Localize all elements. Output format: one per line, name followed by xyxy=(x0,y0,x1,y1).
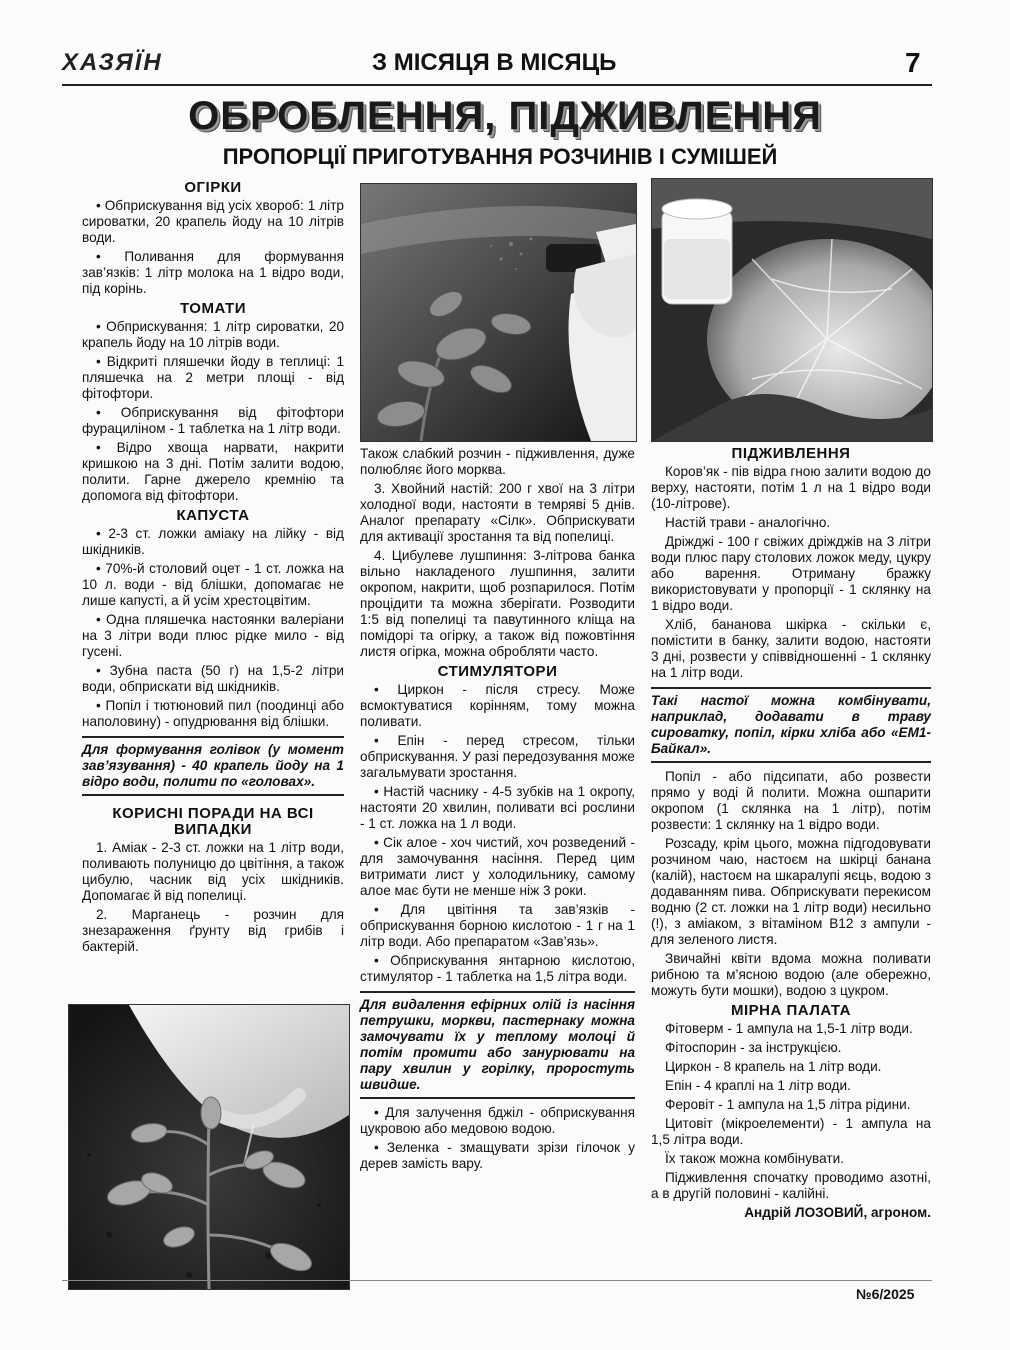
paragraph: 3. Хвойний настій: 200 г хвої на 3 літри холодної води, настояти в темряві 5 днів. Аналог препарату «Сілк». Обприскувати для активації зростання та від попелиці. xyxy=(360,481,635,544)
paragraph: • Сік алое - хоч чистий, хоч розведений - для замочування насіння. Перед цим витримати лист у холодильнику, самому алое має бути не менше ніж 3 роки. xyxy=(360,835,635,898)
paragraph: • Відкриті пляшечки йоду в теплиці: 1 пляшечка на 2 метри площі - від фітофтори. xyxy=(82,354,344,401)
paragraph: Коров’як - пів відра гною залити водою до верху, настояти, потім 1 л на 1 відро води (10-літрове). xyxy=(651,464,931,511)
paragraph: Фітоспорин - за інструкцією. xyxy=(665,1040,842,1055)
tip-text: Такі настої можна комбінувати, наприклад, додавати в траву сироватку, попіл, кірки хліба або «ЕМ1-Байкал». xyxy=(651,693,931,756)
header-rule xyxy=(62,84,932,86)
section-title: З МІСЯЦЯ В МІСЯЦЬ xyxy=(372,49,617,76)
paragraph: • 2-3 ст. ложки аміаку на лійку - від шкідників. xyxy=(82,526,344,557)
cabbage-and-jar-photo xyxy=(651,178,933,442)
heading-mirna-palata: МІРНА ПАЛАТА xyxy=(731,1002,851,1019)
column-2 xyxy=(360,446,635,1175)
spray-bottle-seedling-photo xyxy=(360,183,637,442)
paragraph: Попіл - або підсипати, або розвести прямо у воді й полити. Можна ошпарити окропом (1 склянка на 1 літр), потім розвести: 1 склянку на 1 відро води. xyxy=(651,769,931,832)
paragraph: Циркон - 8 крапель на 1 літр води. xyxy=(665,1059,882,1074)
paragraph: • 70%-й столовий оцет - 1 ст. ложка на 10 л. води - від блішки, допомагає не лише капусті, а й усім хрестоцвітим. xyxy=(82,561,344,608)
column-3 xyxy=(651,446,931,1224)
author-signature: Андрій ЛОЗОВИЙ, агроном. xyxy=(744,1205,931,1220)
paragraph: • Обприскування від фітофтори фурациліном - 1 таблетка на 1 літр води. xyxy=(82,405,344,436)
tip-box-golivky xyxy=(82,736,344,796)
tip-text: Для формування голівок (у момент зав’язування) - 40 крапель йоду на 1 відро води, полити по «головах». xyxy=(82,742,344,789)
paragraph: • Епін - перед стресом, тільки обприскування. У разі передозування може загальмувати зростання. xyxy=(360,733,635,780)
heading-tomaty: ТОМАТИ xyxy=(180,300,246,317)
paragraph: • Для цвітіння та зав’язків - обприскування борною кислотою - 1 г на 1 літр води. Або препаратом «Зав’язь». xyxy=(360,902,635,949)
main-title: ОБРОБЛЕННЯ, ПІДЖИВЛЕННЯ xyxy=(188,94,822,138)
paragraph: Звичайні квіти вдома можна поливати рибною та м’ясною водою (але обережно, можуть бути мошки), водою з цукром. xyxy=(651,951,931,998)
footer-rule xyxy=(62,1280,932,1281)
paragraph: Цитовіт (мікроелементи) - 1 ампула на 1,5 літра води. xyxy=(651,1116,931,1147)
seedling-photo-icon xyxy=(69,1005,349,1289)
paragraph: 1. Аміак - 2-3 ст. ложки на 1 літр води, поливають полуницю до цвітіння, а також цибулю, часник від усіх шкідників. Допомагає й від попелиці. xyxy=(82,840,345,903)
paragraph: • Зеленка - змащувати зрізи гілочок у дерев замість вару. xyxy=(360,1140,635,1171)
paragraph: • Обприскування від усіх хвороб: 1 літр сироватки, 20 крапель йоду на 10 літрів води. xyxy=(82,198,344,245)
column-1 xyxy=(82,176,344,958)
tip-text: Для видалення ефірних олій із насіння петрушки, моркви, пастернаку можна замочувати їх у теплому молоці й потім промити або занурювати на пару хвилин у горілку, проростуть швидше. xyxy=(360,997,635,1092)
paragraph: Їх також можна комбінувати. xyxy=(665,1151,844,1166)
cabbage-photo-icon xyxy=(652,179,932,441)
paragraph: Розсаду, крім цього, можна підгодовувати розчином чаю, настоєм на шкірці банана (калій), настоєм на шкаралупі яєць, водою з додаванням пива. Обприскувати перекисом водню (2 ст. ложки на 1 літр води) несильно (!), з аміаком, з вітаміном В12 з ампули - для зеленого листя. xyxy=(651,836,931,947)
paragraph: 2. Марганець - розчин для знезараження ґрунту від грибів і бактерій. xyxy=(82,907,344,954)
paragraph: • Попіл і тютюновий пил (поодинці або наполовину) - опудрювання від блішки. xyxy=(82,698,344,729)
paragraph: • Циркон - після стресу. Може всмоктуватися корінням, тому можна поливати. xyxy=(360,682,635,729)
paragraph: • Зубна паста (50 г) на 1,5-2 літри води, обприскати від шкідників. xyxy=(82,663,344,694)
spray-photo-icon xyxy=(361,184,636,441)
page-number: 7 xyxy=(905,47,921,78)
paragraph: Хліб, бананова шкірка - скільки є, помістити в банку, залити водою, настояти 3 дні, розвести у співвідношенні - 1 склянку на 1 літр води. xyxy=(651,617,931,680)
tip-box-nastoi xyxy=(651,687,931,763)
paragraph: • Поливання для формування зав’язків: 1 літр молока на 1 відро води, під корінь. xyxy=(82,249,344,296)
paragraph: 4. Цибулеве лушпиння: 3-літрова банка вільно накладеного лушпиння, залити окропом, накрити, щоб розпарилося. Потім процідити та можна зберігати. Розводити 1:5 від попелиці та павутинного кліща на помідорі та огірку, а також від пожовтіння листя огірка, можна обробляти часто. xyxy=(360,548,635,659)
paragraph: • Обприскування: 1 літр сироватки, 20 крапель йоду на 10 літрів води. xyxy=(82,319,344,350)
brand-logo: ХАЗЯЇН xyxy=(62,49,163,76)
tip-box-efirni-olii xyxy=(360,991,635,1099)
heading-kapusta: КАПУСТА xyxy=(176,507,250,524)
paragraph: Підживлення спочатку проводимо азотні, а в другій половині - калійні. xyxy=(651,1170,931,1201)
paragraph: • Для залучення бджіл - обприскування цукровою або медовою водою. xyxy=(360,1105,635,1136)
watering-tomato-seedling-photo xyxy=(68,1004,350,1290)
heading-pidzhyvlennya: ПІДЖИВЛЕННЯ xyxy=(731,445,851,462)
paragraph: Епін - 4 краплі на 1 літр води. xyxy=(665,1078,851,1093)
paragraph: • Одна пляшечка настоянки валеріани на 3 літри води плюс рідке мило - від гусені. xyxy=(82,612,344,659)
paragraph: • Відро хвоща нарвати, накрити кришкою на 3 дні. Потім залити водою, полити. Гарне джерело кремнію та допомога від фітофтори. xyxy=(82,440,344,503)
paragraph: Фітоверм - 1 ампула на 1,5-1 літр води. xyxy=(665,1021,913,1036)
heading-porady: КОРИСНІ ПОРАДИ НА ВСІ ВИПАДКИ xyxy=(112,805,314,838)
heading-ogirky: ОГІРКИ xyxy=(184,179,242,196)
issue-number: №6/2025 xyxy=(856,1286,915,1302)
heading-stymulyatory: СТИМУЛЯТОРИ xyxy=(437,663,558,680)
paragraph: Дріжджі - 100 г свіжих дріжджів на 3 літри води плюс пару столових ложок меду, цукру або варення. Отриману бражку використовувати у пропорції - 1 склянку на 1 відро води. xyxy=(651,534,931,613)
paragraph: Феровіт - 1 ампула на 1,5 літра рідини. xyxy=(665,1097,911,1112)
paragraph: Настій трави - аналогічно. xyxy=(665,515,831,530)
paragraph: Також слабкий розчин - підживлення, дуже полюбляє його морква. xyxy=(360,446,635,477)
paragraph: • Настій часнику - 4-5 зубків на 1 окропу, настояти 20 хвилин, поливати всі рослини - 1 ст. ложка на 1 л води. xyxy=(360,784,635,831)
paragraph: • Обприскування янтарною кислотою, стимулятор - 1 таблетка на 1,5 літра води. xyxy=(360,953,635,984)
subtitle: ПРОПОРЦІЇ ПРИГОТУВАННЯ РОЗЧИНІВ І СУМІШЕЙ xyxy=(222,144,778,169)
